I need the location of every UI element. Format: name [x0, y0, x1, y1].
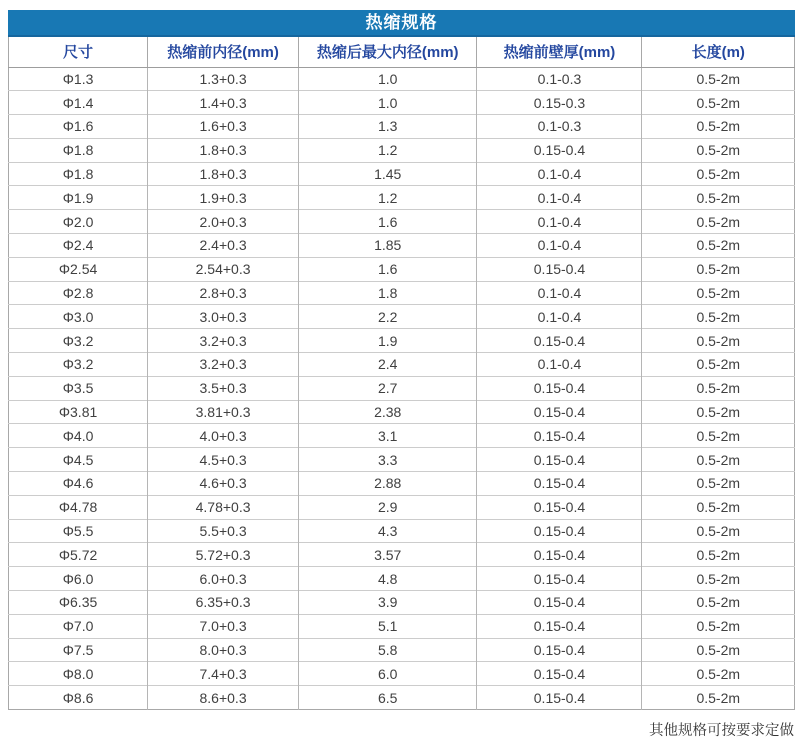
table-cell: 0.5-2m	[642, 472, 795, 496]
table-cell: 0.1-0.4	[477, 210, 642, 234]
table-cell: Φ4.6	[9, 472, 148, 496]
table-row	[9, 329, 795, 353]
table-cell: 1.8+0.3	[148, 138, 299, 162]
table-cell: 0.5-2m	[642, 662, 795, 686]
table-cell: 2.88	[299, 472, 477, 496]
table-cell: 1.3+0.3	[148, 67, 299, 91]
table-cell: 2.4+0.3	[148, 234, 299, 258]
table-cell: 4.6+0.3	[148, 472, 299, 496]
table-cell: Φ2.54	[9, 257, 148, 281]
table-cell: 0.1-0.3	[477, 115, 642, 139]
table-row	[9, 234, 795, 258]
table-cell: 0.5-2m	[642, 686, 795, 710]
table-cell: 0.5-2m	[642, 91, 795, 115]
table-cell: 8.0+0.3	[148, 638, 299, 662]
table-row	[9, 614, 795, 638]
table-cell: 0.5-2m	[642, 519, 795, 543]
table-cell: 4.3	[299, 519, 477, 543]
table-cell: 1.4+0.3	[148, 91, 299, 115]
table-row	[9, 638, 795, 662]
table-cell: 0.15-0.4	[477, 638, 642, 662]
table-cell: 0.15-0.4	[477, 424, 642, 448]
table-cell: 6.5	[299, 686, 477, 710]
table-cell: Φ2.0	[9, 210, 148, 234]
table-cell: Φ2.8	[9, 281, 148, 305]
table-cell: 1.8+0.3	[148, 162, 299, 186]
table-cell: 3.1	[299, 424, 477, 448]
table-cell: 0.1-0.4	[477, 234, 642, 258]
table-cell: 3.81+0.3	[148, 400, 299, 424]
table-row	[9, 424, 795, 448]
table-cell: 0.5-2m	[642, 448, 795, 472]
table-cell: Φ3.2	[9, 353, 148, 377]
table-row	[9, 67, 795, 91]
table-row	[9, 472, 795, 496]
table-cell: Φ2.4	[9, 234, 148, 258]
table-cell: 0.5-2m	[642, 257, 795, 281]
table-cell: 5.5+0.3	[148, 519, 299, 543]
table-cell: 3.5+0.3	[148, 376, 299, 400]
table-cell: 3.9	[299, 591, 477, 615]
table-cell: 1.8	[299, 281, 477, 305]
table-cell: 1.6+0.3	[148, 115, 299, 139]
table-cell: 0.5-2m	[642, 376, 795, 400]
table-cell: Φ1.8	[9, 162, 148, 186]
table-cell: Φ4.5	[9, 448, 148, 472]
header-row	[9, 37, 795, 67]
table-row	[9, 376, 795, 400]
table-cell: 0.15-0.4	[477, 257, 642, 281]
table-row	[9, 138, 795, 162]
table-cell: 0.1-0.4	[477, 186, 642, 210]
table-cell: Φ3.2	[9, 329, 148, 353]
table-cell: 0.1-0.4	[477, 281, 642, 305]
table-cell: 0.15-0.4	[477, 448, 642, 472]
table-cell: 4.78+0.3	[148, 495, 299, 519]
column-header-size: 尺寸	[9, 37, 148, 67]
table-row	[9, 115, 795, 139]
table-cell: 0.5-2m	[642, 162, 795, 186]
table-cell: 0.5-2m	[642, 186, 795, 210]
table-cell: 5.72+0.3	[148, 543, 299, 567]
table-cell: 1.6	[299, 210, 477, 234]
table-cell: 0.5-2m	[642, 638, 795, 662]
table-cell: Φ8.6	[9, 686, 148, 710]
table-cell: 3.2+0.3	[148, 353, 299, 377]
table-cell: 1.6	[299, 257, 477, 281]
table-row	[9, 519, 795, 543]
table-cell: Φ5.72	[9, 543, 148, 567]
table-cell: 6.35+0.3	[148, 591, 299, 615]
table-cell: 6.0	[299, 662, 477, 686]
column-header-wall-thickness: 热缩前壁厚(mm)	[477, 37, 642, 67]
table-cell: Φ8.0	[9, 662, 148, 686]
table-row	[9, 305, 795, 329]
table-cell: 1.9+0.3	[148, 186, 299, 210]
table-cell: Φ4.0	[9, 424, 148, 448]
table-cell: Φ3.81	[9, 400, 148, 424]
table-cell: 2.7	[299, 376, 477, 400]
table-title-bar: 热缩规格	[8, 10, 795, 37]
table-cell: 0.15-0.4	[477, 614, 642, 638]
table-cell: 0.15-0.4	[477, 543, 642, 567]
footer-note: 其他规格可按要求定做	[649, 723, 794, 740]
table-cell: Φ6.35	[9, 591, 148, 615]
table-cell: Φ1.6	[9, 115, 148, 139]
table-cell: 7.4+0.3	[148, 662, 299, 686]
table-cell: 5.1	[299, 614, 477, 638]
table-row	[9, 186, 795, 210]
table-cell: 0.5-2m	[642, 281, 795, 305]
table-cell: 5.8	[299, 638, 477, 662]
table-cell: 0.5-2m	[642, 567, 795, 591]
table-cell: 1.3	[299, 115, 477, 139]
table-cell: 0.5-2m	[642, 543, 795, 567]
table-cell: 1.0	[299, 67, 477, 91]
table-cell: 0.5-2m	[642, 329, 795, 353]
table-row	[9, 448, 795, 472]
table-cell: 2.4	[299, 353, 477, 377]
table-cell: 0.15-0.4	[477, 591, 642, 615]
table-row	[9, 686, 795, 710]
table-cell: Φ7.5	[9, 638, 148, 662]
table-cell: 1.0	[299, 91, 477, 115]
table-row	[9, 495, 795, 519]
table-cell: 0.1-0.4	[477, 353, 642, 377]
column-header-length: 长度(m)	[642, 37, 795, 67]
table-cell: 4.8	[299, 567, 477, 591]
table-cell: 7.0+0.3	[148, 614, 299, 638]
table-cell: 0.5-2m	[642, 400, 795, 424]
table-cell: 0.15-0.4	[477, 495, 642, 519]
table-cell: 0.15-0.4	[477, 662, 642, 686]
column-header-id-before: 热缩前内径(mm)	[148, 37, 299, 67]
table-cell: 0.5-2m	[642, 138, 795, 162]
table-cell: 0.15-0.4	[477, 138, 642, 162]
table-cell: 0.5-2m	[642, 234, 795, 258]
table-cell: Φ6.0	[9, 567, 148, 591]
table-cell: 0.5-2m	[642, 115, 795, 139]
table-row	[9, 400, 795, 424]
table-cell: 2.54+0.3	[148, 257, 299, 281]
table-row	[9, 162, 795, 186]
table-cell: Φ3.5	[9, 376, 148, 400]
table-cell: Φ1.3	[9, 67, 148, 91]
table-cell: 0.5-2m	[642, 614, 795, 638]
table-cell: 1.2	[299, 186, 477, 210]
table-cell: Φ7.0	[9, 614, 148, 638]
table-cell: 1.2	[299, 138, 477, 162]
table-cell: 0.15-0.4	[477, 376, 642, 400]
table-cell: Φ4.78	[9, 495, 148, 519]
table-row	[9, 353, 795, 377]
table-cell: 3.3	[299, 448, 477, 472]
table-row	[9, 591, 795, 615]
table-cell: 0.5-2m	[642, 591, 795, 615]
table-cell: 0.5-2m	[642, 67, 795, 91]
table-cell: 0.5-2m	[642, 424, 795, 448]
table-cell: 3.0+0.3	[148, 305, 299, 329]
table-cell: 0.1-0.4	[477, 162, 642, 186]
table-cell: 3.57	[299, 543, 477, 567]
table-cell: 4.5+0.3	[148, 448, 299, 472]
table-cell: Φ1.9	[9, 186, 148, 210]
table-cell: 0.15-0.4	[477, 329, 642, 353]
table-row	[9, 257, 795, 281]
table-cell: 0.15-0.4	[477, 567, 642, 591]
column-header-max-id-after: 热缩后最大内径(mm)	[299, 37, 477, 67]
table-cell: 2.2	[299, 305, 477, 329]
spec-table	[8, 37, 795, 710]
table-cell: 0.5-2m	[642, 305, 795, 329]
table-cell: 0.15-0.4	[477, 519, 642, 543]
table-cell: 0.1-0.4	[477, 305, 642, 329]
table-cell: Φ1.4	[9, 91, 148, 115]
table-cell: 1.9	[299, 329, 477, 353]
table-cell: 0.15-0.4	[477, 472, 642, 496]
table-cell: 0.5-2m	[642, 353, 795, 377]
table-cell: 0.1-0.3	[477, 67, 642, 91]
table-row	[9, 543, 795, 567]
table-cell: 2.9	[299, 495, 477, 519]
table-cell: Φ1.8	[9, 138, 148, 162]
table-row	[9, 662, 795, 686]
table-cell: Φ3.0	[9, 305, 148, 329]
table-row	[9, 281, 795, 305]
spec-table-header	[9, 37, 795, 67]
table-cell: 6.0+0.3	[148, 567, 299, 591]
table-cell: 0.5-2m	[642, 495, 795, 519]
table-cell: 1.45	[299, 162, 477, 186]
table-cell: 4.0+0.3	[148, 424, 299, 448]
table-cell: 0.15-0.3	[477, 91, 642, 115]
table-row	[9, 567, 795, 591]
table-cell: Φ5.5	[9, 519, 148, 543]
table-row	[9, 210, 795, 234]
table-cell: 3.2+0.3	[148, 329, 299, 353]
table-cell: 2.38	[299, 400, 477, 424]
table-cell: 0.15-0.4	[477, 400, 642, 424]
table-cell: 0.15-0.4	[477, 686, 642, 710]
table-cell: 2.0+0.3	[148, 210, 299, 234]
table-cell: 2.8+0.3	[148, 281, 299, 305]
table-cell: 0.5-2m	[642, 210, 795, 234]
table-cell: 8.6+0.3	[148, 686, 299, 710]
spec-sheet	[8, 10, 795, 740]
spec-table-body	[9, 67, 795, 710]
table-row	[9, 91, 795, 115]
table-cell: 1.85	[299, 234, 477, 258]
